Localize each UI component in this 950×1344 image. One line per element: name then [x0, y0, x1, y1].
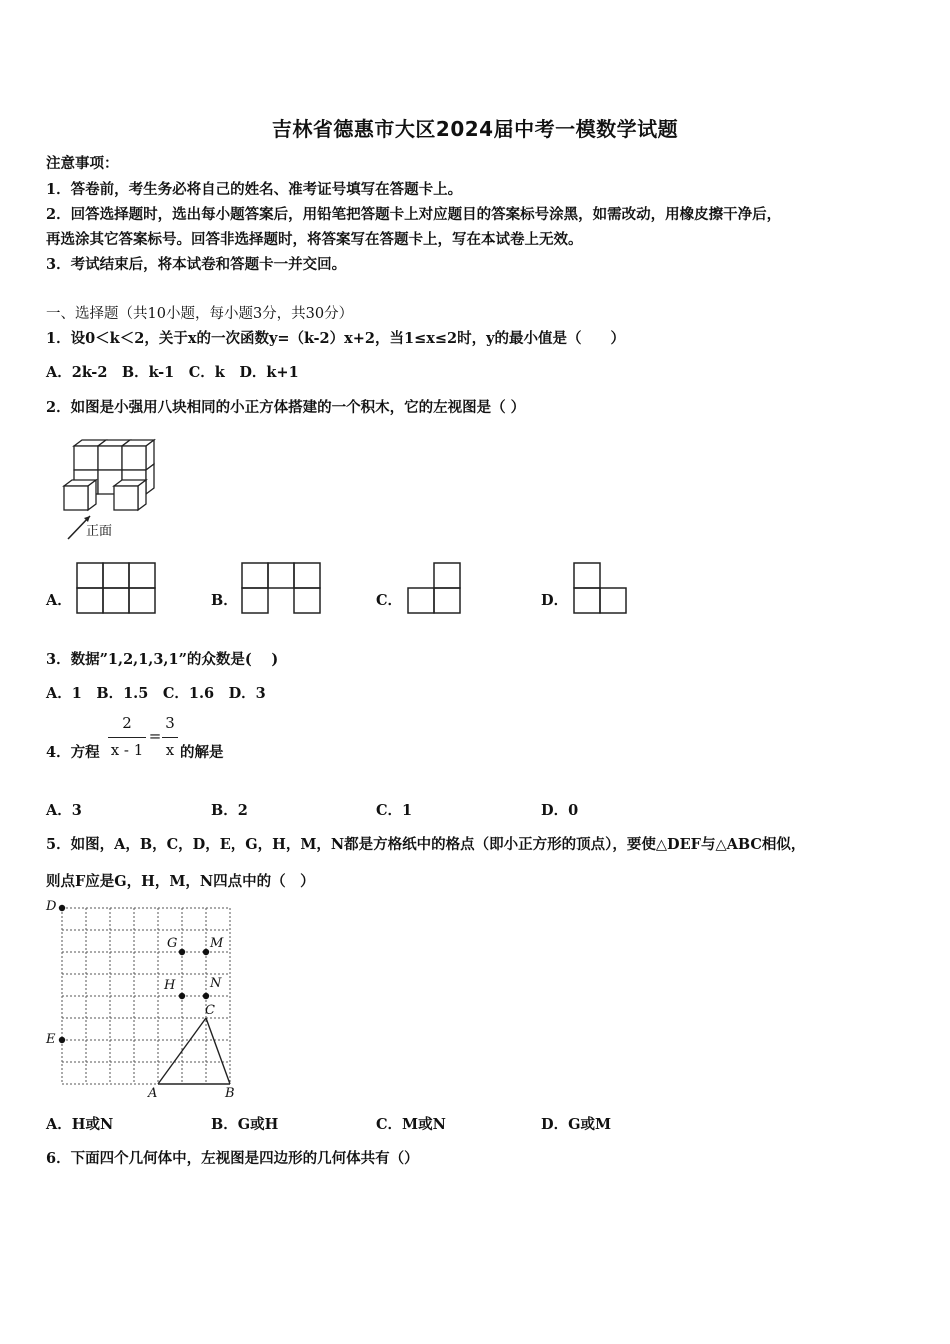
- notice-item-2: 2．回答选择题时，选出每小题答案后，用铅笔把答题卡上对应题目的答案标号涂黑，如需改动，用橡皮擦干净后，: [46, 206, 782, 223]
- q5-option-b: B．G或H: [211, 1116, 279, 1133]
- q5-label-g: G: [167, 936, 178, 951]
- q2-option-b-label: B．: [211, 592, 238, 609]
- notice-item-3: 3．考试结束后，将本试卷和答题卡一并交回。: [46, 256, 347, 273]
- q2-option-a-figure: [76, 562, 156, 615]
- q5-label-b: B: [225, 1086, 235, 1101]
- q5-grid-figure: [44, 898, 240, 1102]
- q6-text: 6．下面四个几何体中，左视图是四边形的几何体共有（）: [46, 1150, 419, 1167]
- notice-item-1: 1．答卷前，考生务必将自己的姓名、准考证号填写在答题卡上。: [46, 181, 463, 198]
- q2-option-b-figure: [241, 562, 321, 615]
- q4-rhs-fraction-bar: [162, 737, 178, 738]
- q2-option-d-figure: [573, 562, 627, 615]
- notice-heading: 注意事项：: [46, 155, 119, 172]
- q5-label-e: E: [46, 1032, 56, 1047]
- q4-option-b: B．2: [211, 802, 248, 819]
- q5-label-n: N: [210, 976, 222, 991]
- q5-label-a: A: [148, 1086, 158, 1101]
- section-heading: 一、选择题（共10小题，每小题3分，共30分）: [46, 306, 354, 322]
- q5-label-m: M: [210, 936, 224, 951]
- q5-text-line2: 则点F应是G，H，M，N四点中的（ ）: [46, 873, 315, 890]
- q4-lhs-fraction-bar: [108, 737, 146, 738]
- q4-option-c: C．1: [376, 802, 413, 819]
- page-title: 吉林省德惠市大区2024届中考一模数学试题: [271, 117, 679, 141]
- q5-label-h: H: [164, 978, 176, 993]
- q5-label-d: D: [46, 899, 57, 914]
- q4-rhs-denominator: x: [165, 741, 175, 759]
- q4-rhs-numerator: 3: [165, 714, 175, 732]
- q2-option-a-label: A．: [46, 592, 72, 609]
- q5-label-c: C: [205, 1003, 215, 1018]
- q5-option-c: C．M或N: [376, 1116, 446, 1133]
- q4-equals: =: [148, 727, 162, 745]
- q4-lhs-denominator: x - 1: [110, 741, 144, 759]
- q4-suffix: 的解是: [180, 744, 224, 761]
- q1-text: 1．设0＜k＜2，关于x的一次函数y=（k-2）x+2，当1≤x≤2时，y的最小值是（ ）: [46, 330, 626, 347]
- q1-options: A．2k-2 B．k-1 C．k D．k+1: [46, 364, 299, 381]
- q3-options: A．1 B．1.5 C．1.6 D．3: [46, 685, 266, 702]
- q2-option-d-label: D．: [541, 592, 569, 609]
- q2-option-c-label: C．: [376, 592, 403, 609]
- q2-text: 2．如图是小强用八块相同的小正方体搭建的一个积木，它的左视图是（ ）: [46, 399, 526, 416]
- q4-option-a: A．3: [46, 802, 82, 819]
- notice-item-2-cont: 再选涂其它答案标号。回答非选择题时，将答案写在答题卡上，写在本试卷上无效。: [46, 231, 583, 248]
- q2-option-c-figure: [407, 562, 461, 615]
- q2-front-label: 正面: [86, 524, 113, 539]
- q4-prefix: 4．方程: [46, 744, 100, 761]
- q5-option-d: D．G或M: [541, 1116, 612, 1133]
- q4-option-d: D．0: [541, 802, 579, 819]
- q4-lhs-numerator: 2: [122, 714, 132, 732]
- q3-text: 3．数据”1,2,1,3,1”的众数是( ): [46, 651, 279, 668]
- q5-option-a: A．H或N: [46, 1116, 114, 1133]
- q5-text-line1: 5．如图，A，B，C，D，E，G，H，M，N都是方格纸中的格点（即小正方形的顶点），要使△DEF与△ABC相似，: [46, 836, 806, 853]
